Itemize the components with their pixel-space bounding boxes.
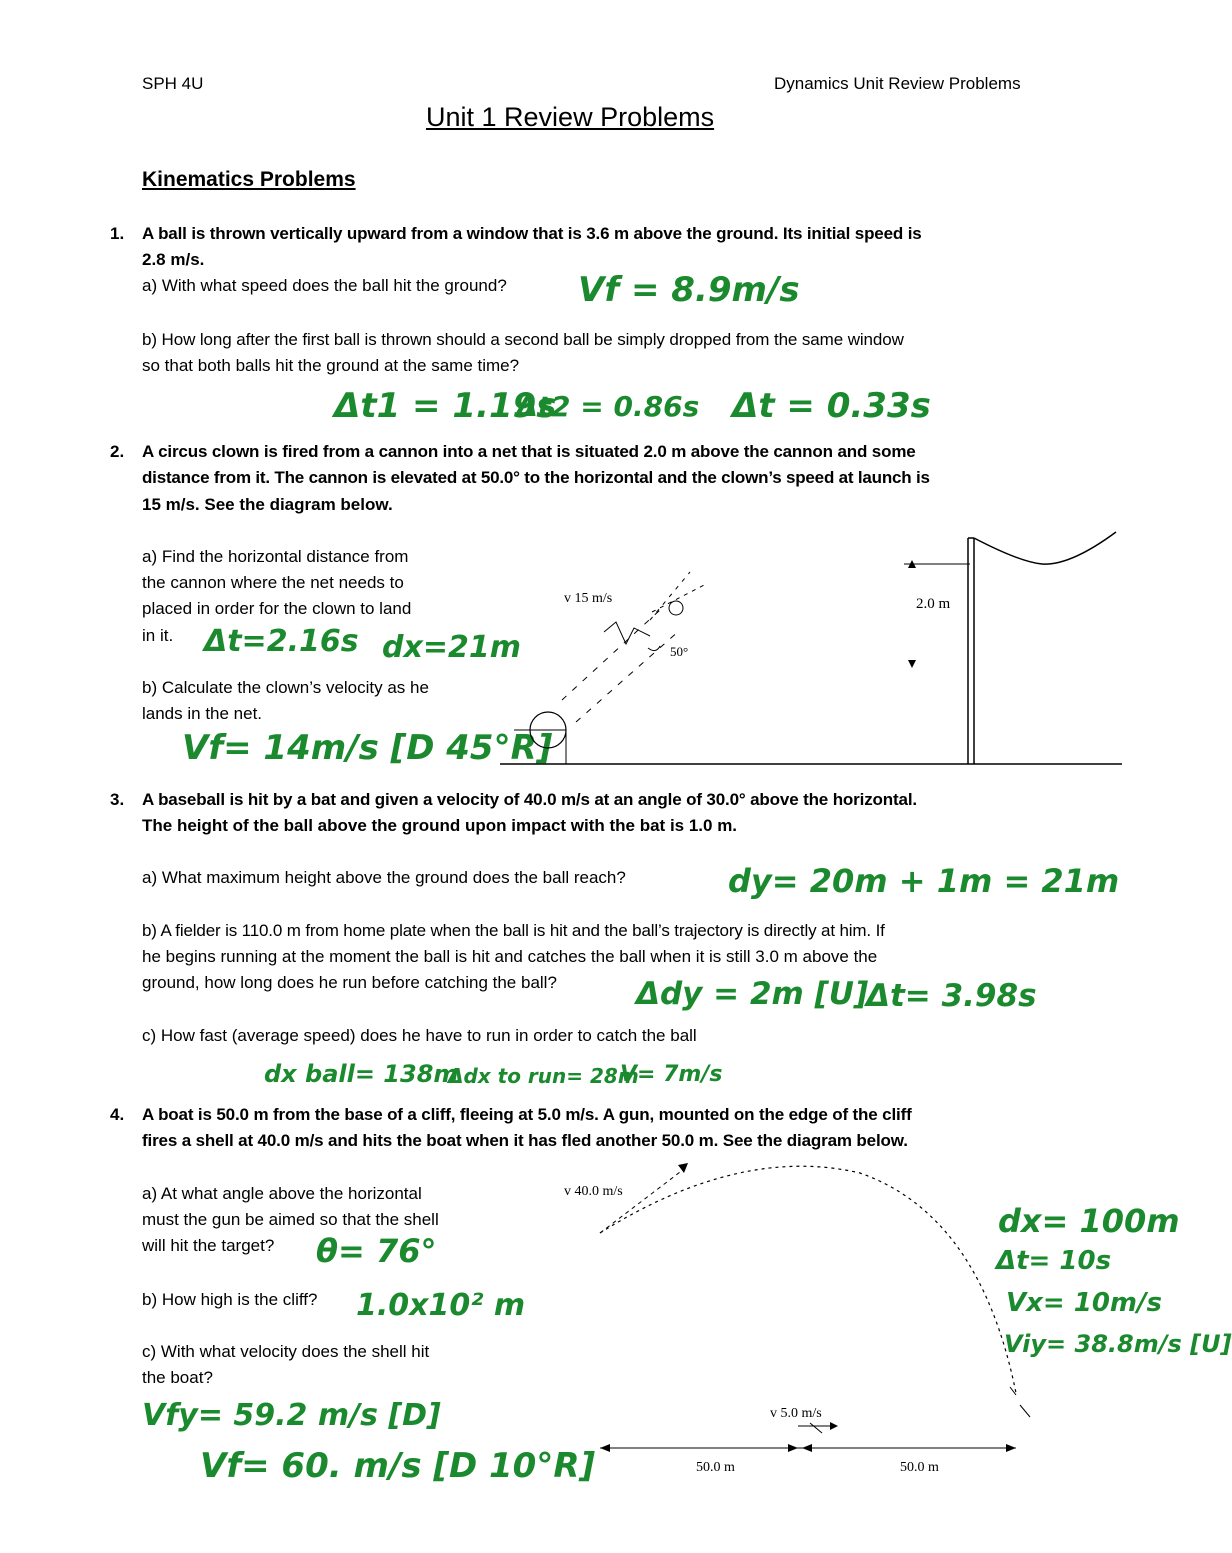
distance-label-1: 50.0 m [696, 1460, 735, 1475]
clown-head [669, 601, 683, 615]
net [974, 532, 1116, 564]
answer-3b-dy: Δdy = 2m [U] [636, 976, 869, 1012]
distance-label-2: 50.0 m [900, 1460, 939, 1475]
answer-2a-time: Δt=2.16s [204, 624, 359, 659]
problem-3-part-b-line3: ground, how long does he run before catching the ball? [142, 973, 557, 992]
problem-4-stem-line1: A boat is 50.0 m from the base of a cliff, fleeing at 5.0 m/s. A gun, mounted on the edge of the cliff [142, 1105, 912, 1124]
header-unit: Dynamics Unit Review Problems [774, 74, 1021, 93]
problem-2-stem-line3: 15 m/s. See the diagram below. [142, 495, 393, 514]
problem-4-part-a-line2: must the gun be aimed so that the shell [142, 1210, 439, 1229]
problem-1-part-b-line2: so that both balls hit the ground at the same time? [142, 356, 520, 375]
problem-4-part-a-line1: a) At what angle above the horizontal [142, 1184, 422, 1203]
problem-2-number: 2. [110, 442, 125, 461]
problem-2-stem-line2: distance from it. The cannon is elevated at 50.0° to the horizontal and the clown’s speed at launch is [142, 468, 930, 487]
problem-4-part-b: b) How high is the cliff? [142, 1290, 318, 1309]
answer-2a-distance: dx=21m [382, 630, 521, 665]
angle-arc [648, 646, 660, 651]
problem-3-stem-line2: The height of the ball above the ground upon impact with the bat is 1.0 m. [142, 816, 738, 835]
problem-1-stem-line2: 2.8 m/s. [142, 250, 205, 269]
angle-label: 50° [670, 644, 689, 659]
boat-impact-mark [810, 1405, 1030, 1433]
boat-velocity-arrowhead [830, 1422, 838, 1430]
boat-speed-label: v 5.0 m/s [770, 1406, 822, 1421]
answer-4c-vf: Vf= 60. m/s [D 10°R] [200, 1446, 596, 1486]
initial-velocity-arrow [600, 1169, 684, 1233]
problem-1-stem-line1: A ball is thrown vertically upward from a window that is 3.6 m above the ground. Its initial speed is [142, 224, 922, 243]
problem-3-stem-line1: A baseball is hit by a bat and given a velocity of 40.0 m/s at an angle of 30.0° above the horizontal. [142, 790, 917, 809]
problem-3-part-b-line2: he begins running at the moment the ball is hit and catches the ball when it is still 3.0 m above the [142, 947, 878, 966]
problem-2-part-a-line1: a) Find the horizontal distance from [142, 547, 409, 566]
distance-arrow-right [1006, 1444, 1016, 1452]
cannon-diagram [500, 520, 1130, 770]
shell-speed-label: v 40.0 m/s [564, 1184, 623, 1199]
speed-label: v 15 m/s [564, 591, 613, 606]
answer-4-side-dx: dx= 100m [998, 1202, 1180, 1240]
distance-arrow-left [600, 1444, 610, 1452]
answer-2b: Vf= 14m/s [D 45°R] [182, 728, 553, 768]
problem-2-part-b-line2: lands in the net. [142, 704, 263, 723]
answer-4-side-vx: Vx= 10m/s [1006, 1288, 1162, 1318]
answer-4a: θ= 76° [316, 1232, 437, 1270]
problem-2-part-a-line3: placed in order for the clown to land [142, 599, 412, 618]
cannon-barrel-top [562, 610, 660, 700]
problem-2-part-b-line1: b) Calculate the clown’s velocity as he [142, 678, 429, 697]
problem-3-part-b-line1: b) A fielder is 110.0 m from home plate when the ball is hit and the ball’s trajectory is directly at him. If [142, 921, 885, 940]
header-course: SPH 4U [142, 74, 204, 93]
problem-1-number: 1. [110, 224, 125, 243]
answer-3c-dx-run: Δdx to run= 28m [448, 1064, 639, 1088]
answer-3b-t: Δt= 3.98s [866, 978, 1037, 1014]
cannon-barrel-bottom [576, 630, 680, 722]
section-heading: Kinematics Problems [142, 168, 356, 191]
problem-3-part-c: c) How fast (average speed) does he have to run in order to catch the ball [142, 1026, 697, 1045]
answer-4c-vfy: Vfy= 59.2 m/s [D] [142, 1398, 441, 1433]
answer-4-side-viy: Viy= 38.8m/s [U] [1004, 1330, 1232, 1358]
problem-2-part-a-line4: in it. [142, 626, 174, 645]
answer-4-side-dt: Δt= 10s [996, 1246, 1112, 1276]
answer-3c-v: V= 7m/s [620, 1062, 723, 1087]
distance-arrow-mid-left [788, 1444, 798, 1452]
problem-2-stem-line1: A circus clown is fired from a cannon into a net that is situated 2.0 m above the cannon and some [142, 442, 916, 461]
answer-1b-t2: Δt2 = 0.86s [516, 390, 700, 423]
problem-3-part-a: a) What maximum height above the ground does the ball reach? [142, 868, 626, 887]
answer-3a: dy= 20m + 1m = 21m [728, 862, 1120, 900]
answer-1b-t: Δt = 0.33s [732, 386, 931, 426]
velocity-arrow [652, 584, 706, 612]
problem-2-part-a-line2: the cannon where the net needs to [142, 573, 404, 592]
problem-1-part-b-line1: b) How long after the first ball is thrown should a second ball be simply dropped from the same window [142, 330, 904, 349]
shell-trajectory [600, 1166, 1016, 1393]
problem-4-part-c-line2: the boat? [142, 1368, 213, 1387]
height-arrow-bottom [908, 660, 916, 668]
problem-4-stem-line2: fires a shell at 40.0 m/s and hits the boat when it has fled another 50.0 m. See the diagram below. [142, 1131, 908, 1150]
problem-3-number: 3. [110, 790, 125, 809]
answer-1a: Vf = 8.9m/s [578, 270, 800, 310]
problem-4-part-c-line1: c) With what velocity does the shell hit [142, 1342, 430, 1361]
answer-3c-dx-ball: dx ball= 138m [264, 1060, 459, 1088]
problem-4-number: 4. [110, 1105, 125, 1124]
clown-path [650, 572, 690, 620]
height-label: 2.0 m [916, 596, 951, 612]
distance-arrow-mid-right [802, 1444, 812, 1452]
problem-1-part-a: a) With what speed does the ball hit the ground? [142, 276, 507, 295]
answer-4b: 1.0x10² m [356, 1288, 526, 1323]
initial-velocity-arrowhead [678, 1163, 688, 1173]
problem-4-part-a-line3: will hit the target? [142, 1236, 275, 1255]
page-title: Unit 1 Review Problems [426, 102, 715, 132]
answer-1b-t1: Δt1 = 1.19s [334, 386, 557, 426]
cliff-boat-diagram [560, 1155, 1040, 1485]
